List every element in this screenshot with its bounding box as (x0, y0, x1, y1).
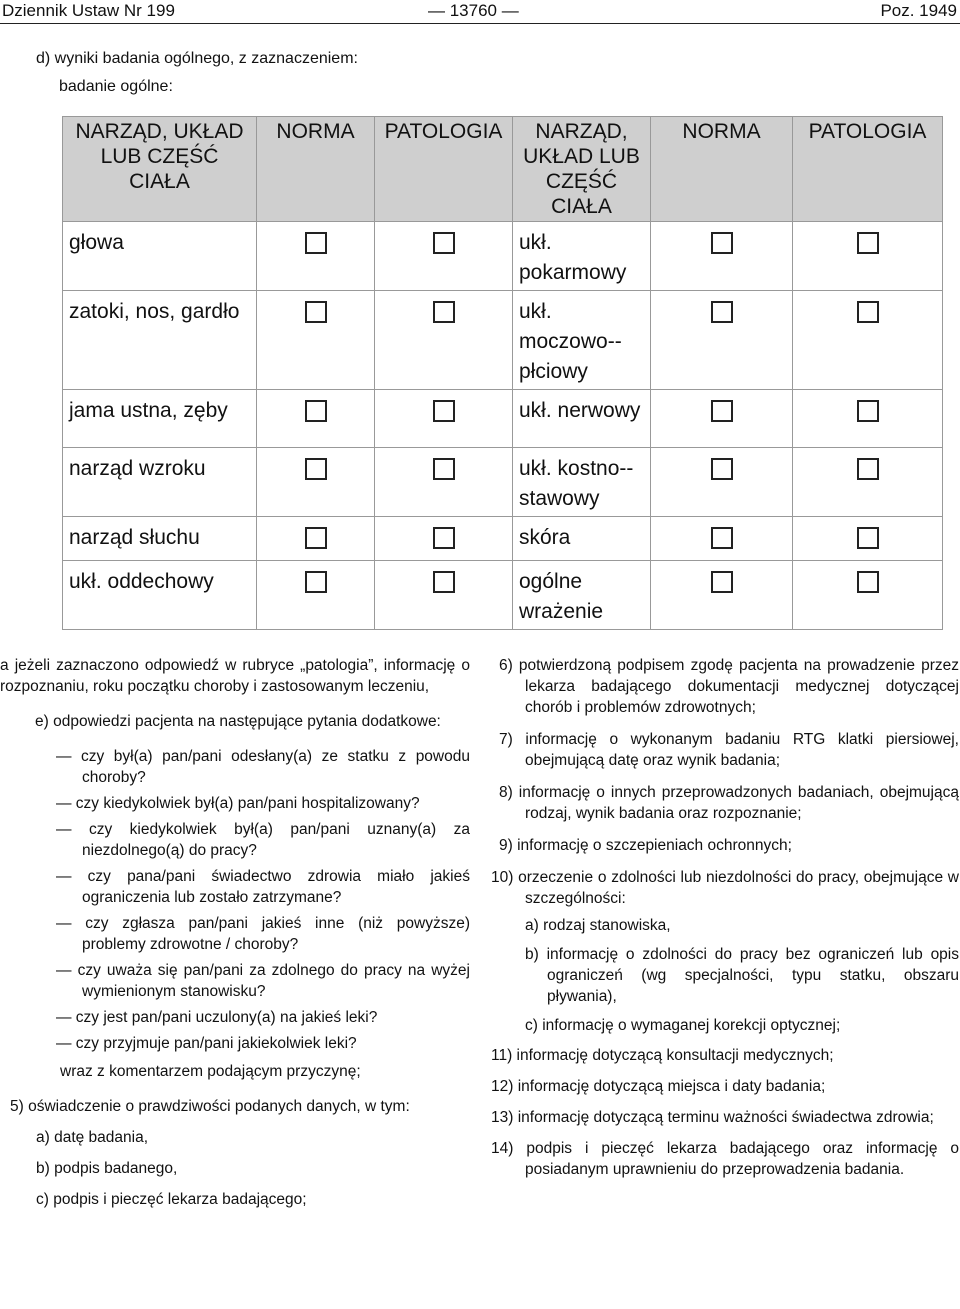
header-patologia-left: PATOLOGIA (375, 117, 513, 222)
patologia-checkbox[interactable] (433, 400, 455, 422)
patologia-checkbox[interactable] (433, 232, 455, 254)
organ-label: ukł. moczowo--płciowy (513, 291, 651, 390)
item-5b: b) podpis badanego, (36, 1160, 178, 1177)
organ-label: zatoki, nos, gardło (63, 291, 257, 390)
patologia-checkbox[interactable] (857, 527, 879, 549)
patologia-checkbox[interactable] (433, 571, 455, 593)
patologia-checkbox[interactable] (433, 527, 455, 549)
norma-checkbox[interactable] (305, 301, 327, 323)
item-14: 14) podpis i pieczęć lekarza badającego oraz informację o posiadanym uprawnieniu do przeprowadzenia badania. (491, 1140, 959, 1178)
organ-label: skóra (513, 517, 651, 561)
patologia-checkbox[interactable] (857, 571, 879, 593)
item-5c: c) podpis i pieczęć lekarza badającego; (36, 1191, 307, 1208)
question-item: — czy zgłasza pan/pani jakieś inne (niż powyższe) problemy zdrowotne / choroby? (56, 915, 470, 953)
header-divider (0, 23, 960, 24)
organ-label: głowa (63, 222, 257, 291)
question-item: — czy kiedykolwiek był(a) pan/pani uznany(a) za niezdolnego(ą) do pracy? (56, 821, 470, 859)
item-10b: b) informację o zdolności do pracy bez ograniczeń lub opis ograniczeń (wg specjalności, typu statku, obszaru pływania), (525, 946, 959, 1005)
page-header (0, 0, 960, 24)
item-7: 7) informację o wykonanym badaniu RTG klatki piersiowej, obejmującą datę oraz wynik badania; (499, 731, 959, 769)
norma-checkbox[interactable] (305, 571, 327, 593)
table-row (63, 222, 943, 291)
patologia-checkbox[interactable] (857, 458, 879, 480)
comment-note: wraz z komentarzem podającym przyczynę; (60, 1063, 361, 1080)
question-item: — czy uważa się pan/pani za zdolnego do pracy na wyżej wymienionym stanowisku? (56, 962, 470, 1000)
organ-label: narząd wzroku (63, 448, 257, 517)
table-row (63, 517, 943, 561)
patologia-checkbox[interactable] (857, 232, 879, 254)
left-text-column (0, 655, 470, 1210)
question-item: — czy pana/pani świadectwo zdrowia miało jakieś ograniczenia lub zostało zatrzymane? (56, 868, 470, 906)
table-row (63, 390, 943, 448)
norma-checkbox[interactable] (305, 400, 327, 422)
item-10: 10) orzeczenie o zdolności lub niezdolności do pracy, obejmujące w szczególności: (491, 869, 959, 907)
item-6: 6) potwierdzoną podpisem zgodę pacjenta na prowadzenie przez lekarza badającego dokumentacji medycznej dotyczącej chorób i problemów zdrowotnych; (499, 657, 959, 716)
header-norma-left: NORMA (257, 117, 375, 222)
organ-label: jama ustna, zęby (63, 390, 257, 448)
item-e-intro: e) odpowiedzi pacjenta na następujące pytania dodatkowe: (35, 713, 441, 730)
patologia-checkbox[interactable] (857, 301, 879, 323)
norma-checkbox[interactable] (711, 527, 733, 549)
header-norma-right: NORMA (651, 117, 793, 222)
journal-title: Dziennik Ustaw Nr 199 (2, 1, 175, 20)
header-organ-left: NARZĄD, UKŁAD LUB CZĘŚĆ CIAŁA (63, 117, 257, 222)
item-12: 12) informację dotyczącą miejsca i daty badania; (491, 1078, 826, 1095)
patologia-checkbox[interactable] (857, 400, 879, 422)
right-text-column (491, 655, 959, 1180)
norma-checkbox[interactable] (711, 458, 733, 480)
norma-checkbox[interactable] (305, 527, 327, 549)
intro-line-1: d) wyniki badania ogólnego, z zaznaczeniem: (36, 50, 358, 67)
norma-checkbox[interactable] (711, 571, 733, 593)
patologia-checkbox[interactable] (433, 458, 455, 480)
question-item: — czy był(a) pan/pani odesłany(a) ze statku z powodu choroby? (56, 748, 470, 786)
organ-label: ukł. oddechowy (63, 561, 257, 630)
item-10a: a) rodzaj stanowiska, (525, 917, 671, 934)
item-9: 9) informację o szczepieniach ochronnych; (499, 837, 792, 854)
position-number: Poz. 1949 (880, 1, 957, 20)
patologia-checkbox[interactable] (433, 301, 455, 323)
table-header-row (63, 117, 943, 222)
header-patologia-right: PATOLOGIA (793, 117, 943, 222)
norma-checkbox[interactable] (711, 400, 733, 422)
pathology-note: a jeżeli zaznaczono odpowiedź w rubryce „patologia”, informację o rozpoznaniu, roku początku choroby i zastosowanym leczeniu, (0, 657, 470, 695)
table-row (63, 561, 943, 630)
item-13: 13) informację dotyczącą terminu ważności świadectwa zdrowia; (491, 1109, 934, 1126)
item-10c: c) informację o wymaganej korekcji optycznej; (525, 1017, 841, 1034)
question-item: — czy kiedykolwiek był(a) pan/pani hospitalizowany? (56, 795, 420, 812)
table-row (63, 291, 943, 390)
question-item: — czy jest pan/pani uczulony(a) na jakieś leki? (56, 1009, 378, 1026)
item-11: 11) informację dotyczącą konsultacji medycznych; (491, 1047, 834, 1064)
question-item: — czy przyjmuje pan/pani jakiekolwiek leki? (56, 1035, 357, 1052)
item-5: 5) oświadczenie o prawdziwości podanych danych, w tym: (10, 1098, 410, 1115)
general-exam-table (62, 116, 943, 630)
organ-label: narząd słuchu (63, 517, 257, 561)
header-organ-right: NARZĄD, UKŁAD LUB CZĘŚĆ CIAŁA (513, 117, 651, 222)
organ-label: ukł. kostno--stawowy (513, 448, 651, 517)
intro-line-2: badanie ogólne: (59, 78, 173, 95)
norma-checkbox[interactable] (305, 458, 327, 480)
item-8: 8) informację o innych przeprowadzonych badaniach, obejmującą rodzaj, wynik badania oraz rozpoznanie; (499, 784, 959, 822)
table-row (63, 448, 943, 517)
item-5a: a) datę badania, (36, 1129, 149, 1146)
organ-label: ukł. nerwowy (513, 390, 651, 448)
norma-checkbox[interactable] (305, 232, 327, 254)
norma-checkbox[interactable] (711, 301, 733, 323)
page-number: — 13760 — (428, 1, 519, 20)
organ-label: ukł. pokarmowy (513, 222, 651, 291)
organ-label: ogólne wrażenie (513, 561, 651, 630)
norma-checkbox[interactable] (711, 232, 733, 254)
